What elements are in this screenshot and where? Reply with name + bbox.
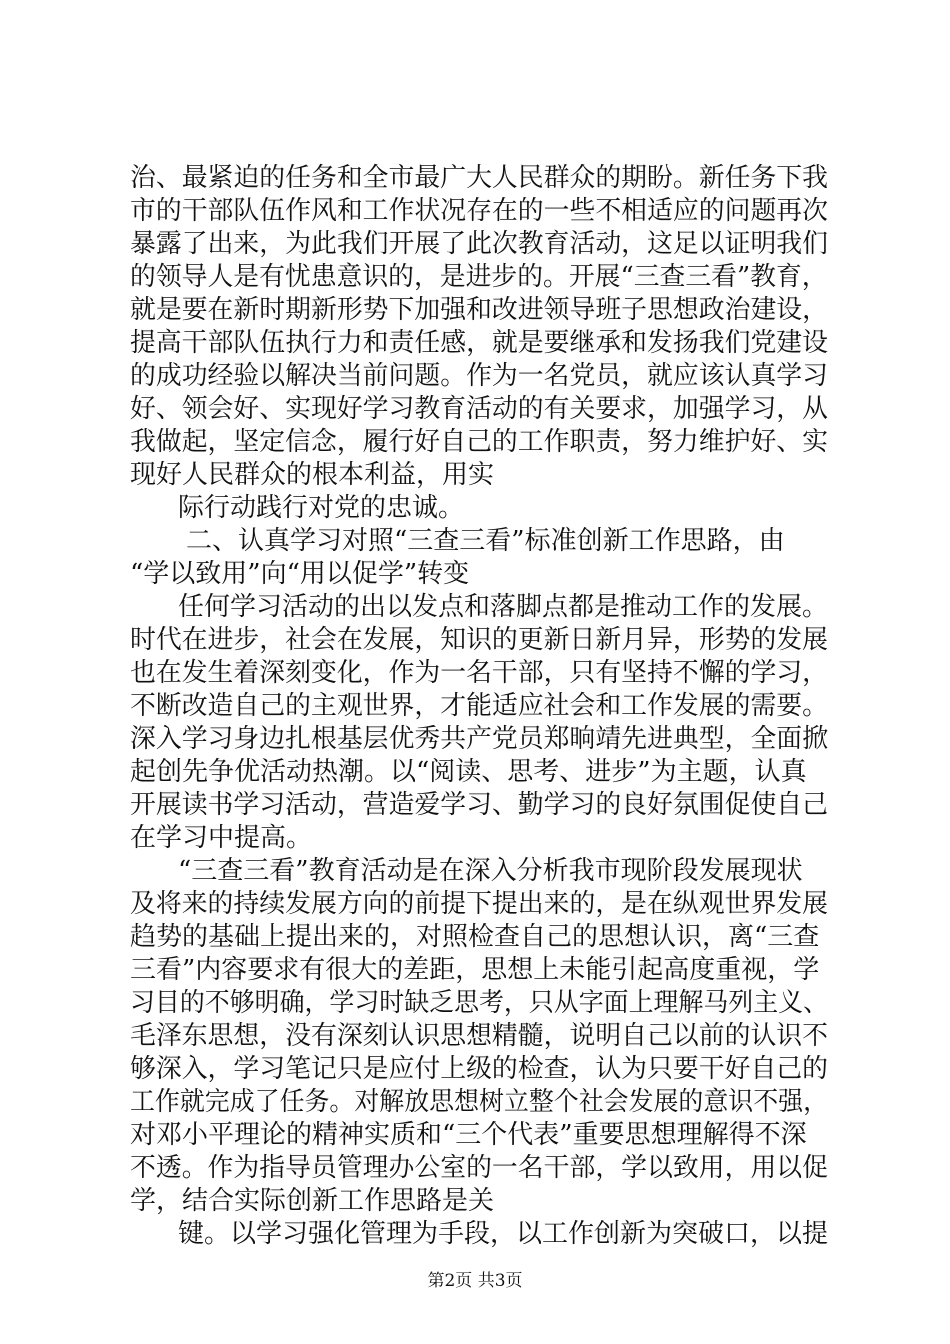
text-line: 市的干部队伍作风和工作状况存在的一些不相适应的问题再次 xyxy=(130,196,829,226)
text-line: 开展读书学习活动，营造爱学习、勤学习的良好氛围促使自己 xyxy=(130,790,829,820)
text-line: 治、最紧迫的任务和全市最广大人民群众的期盼。新任务下我 xyxy=(130,163,829,193)
text-line: 对邓小平理论的精神实质和“三个代表”重要思想理解得不深 xyxy=(130,1120,807,1150)
text-line: 毛泽东思想，没有深刻认识思想精髓，说明自己以前的认识不 xyxy=(130,1021,829,1051)
text-line: 的成功经验以解决当前问题。作为一名党员，就应该认真学习 xyxy=(130,361,829,391)
text-line: 起创先争优活动热潮。以“阅读、思考、进步”为主题，认真 xyxy=(130,757,807,787)
section-heading: 二、认真学习对照“三查三看”标准创新工作思路，由 xyxy=(186,526,785,556)
text-line: 习目的不够明确，学习时缺乏思考，只从字面上理解马列主义、 xyxy=(130,988,829,1018)
text-line: 及将来的持续发展方向的前提下提出来的，是在纵观世界发展 xyxy=(130,889,829,919)
text-line: 就是要在新时期新形势下加强和改进领导班子思想政治建设， xyxy=(130,295,829,325)
text-line: 深入学习身边扎根基层优秀共产党员郑晌靖先进典型，全面掀 xyxy=(130,724,829,754)
text-line: 不断改造自己的主观世界，才能适应社会和工作发展的需要。 xyxy=(130,691,829,721)
text-line: 也在发生着深刻变化，作为一名干部，只有坚持不懈的学习， xyxy=(130,658,829,688)
text-line: 三看”内容要求有很大的差距，思想上未能引起高度重视，学 xyxy=(130,955,820,985)
text-line: 暴露了出来，为此我们开展了此次教育活动，这足以证明我们 xyxy=(130,229,829,259)
paragraph-start: 任何学习活动的出以发点和落脚点都是推动工作的发展。 xyxy=(178,592,829,622)
text-line: 提高干部队伍执行力和责任感，就是要继承和发扬我们党建设 xyxy=(130,328,829,358)
text-line: 工作就完成了任务。对解放思想树立整个社会发展的意识不强， xyxy=(130,1087,829,1117)
text-line: 键。以学习强化管理为手段，以工作创新为突破口，以提 xyxy=(178,1219,829,1249)
text-line: 学，结合实际创新工作思路是关 xyxy=(130,1186,495,1216)
text-line: 不透。作为指导员管理办公室的一名干部，学以致用，用以促 xyxy=(130,1153,829,1183)
text-line: 时代在进步，社会在发展，知识的更新日新月异，形势的发展 xyxy=(130,625,829,655)
text-line: 在学习中提高。 xyxy=(130,823,313,853)
page-number-footer: 第2页 共3页 xyxy=(427,1271,523,1291)
paragraph-start: “三查三看”教育活动是在深入分析我市现阶段发展现状 xyxy=(178,856,803,886)
text-line: 的领导人是有忧患意识的，是进步的。开展“三查三看”教育， xyxy=(130,262,828,292)
text-line: 够深入，学习笔记只是应付上级的检查，认为只要干好自己的 xyxy=(130,1054,829,1084)
section-heading: “学以致用”向“用以促学”转变 xyxy=(130,559,470,589)
text-line: 好、领会好、实现好学习教育活动的有关要求，加强学习，从 xyxy=(130,394,829,424)
text-line: 现好人民群众的根本利益，用实 xyxy=(130,460,495,490)
text-line: 我做起，坚定信念，履行好自己的工作职责，努力维护好、实 xyxy=(130,427,829,457)
text-line: 趋势的基础上提出来的，对照检查自己的思想认识，离“三查 xyxy=(130,922,820,952)
text-line: 际行动践行对党的忠诚。 xyxy=(178,493,465,523)
